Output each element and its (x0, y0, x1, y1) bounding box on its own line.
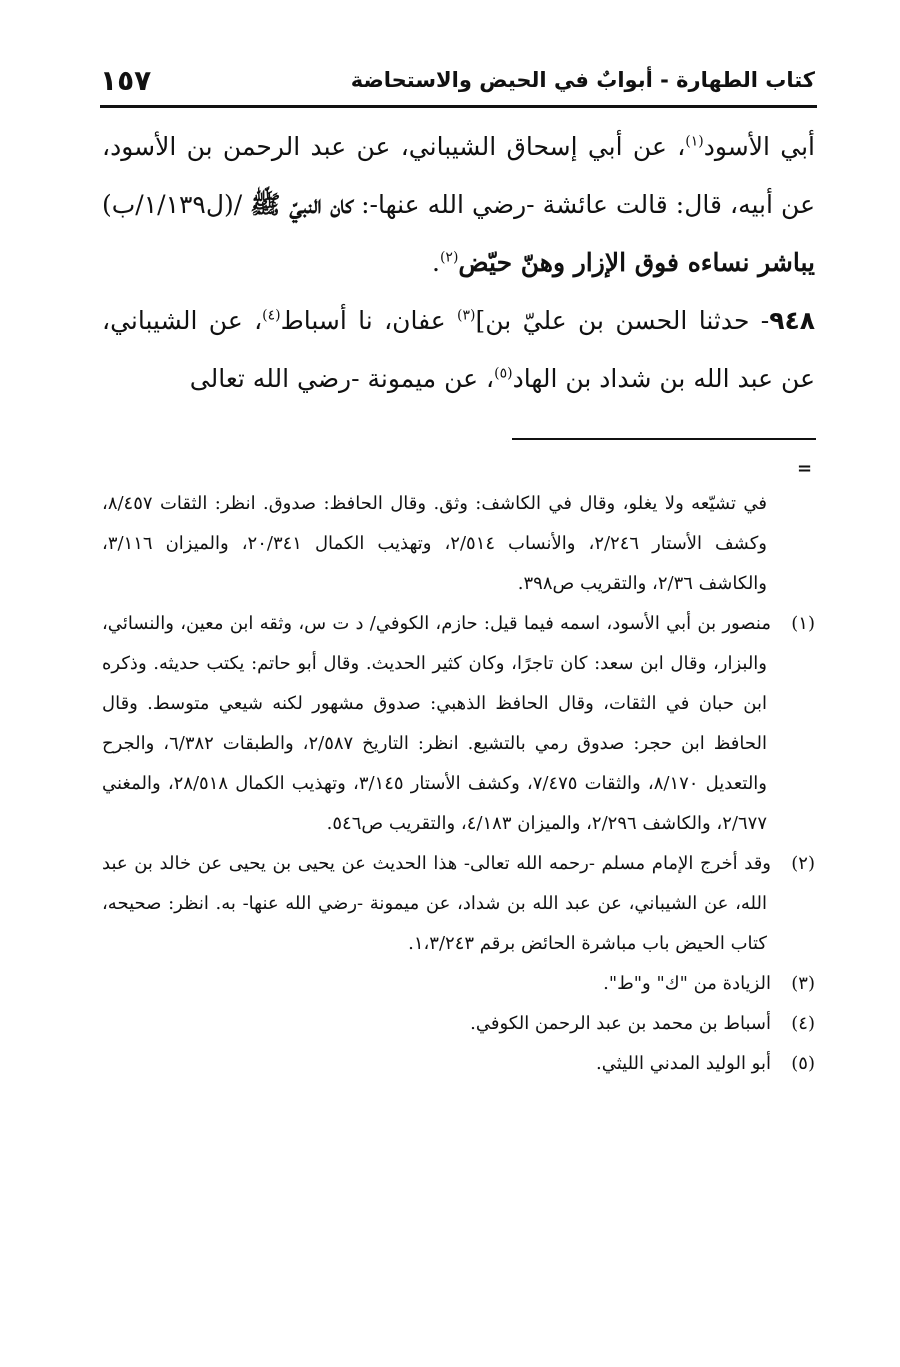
footnote-separator (512, 438, 816, 440)
header-rule (100, 105, 817, 108)
main-paragraph-1: أبي الأسود$^{(١)}$، عن أبي إسحاق الشيباني، عن عبد الرحمن بن الأسود، عن أبيه، قال: قالت عائشة -رضي الله عنها-: كان النبيّ ﷺ /(ل١/١٣٩/ب) يباشر نساءه فوق الإزار وهنّ حيّض$^{(٢)}$. (102, 132, 816, 277)
hadith-text: يباشر نساءه فوق الإزار وهنّ حيّض (458, 248, 815, 277)
hadith-number: ٩٤٨ (769, 306, 815, 335)
main-paragraph-2: ٩٤٨- حدثنا الحسن بن عليّ بن]$^{(٣)}$ عفان، نا أسباط$^{(٤)}$، عن الشيباني، عن عبد الله بن شداد بن الهاد$^{(٥)}$، عن ميمونة -رضي الله تعالى (102, 306, 815, 393)
manuscript-ref: /(ل١/١٣٩/ب) (102, 190, 251, 219)
footnote-1 (102, 604, 815, 844)
footnote-5 (102, 1044, 815, 1084)
footnote-ref: (٤) (262, 307, 281, 324)
running-header (100, 64, 815, 102)
running-title: كتاب الطهارة - أبوابٌ في الحيض والاستحاضة (350, 68, 815, 92)
hadith-text: كان النبيّ ﷺ (250, 190, 354, 219)
page-number: ١٥٧ (100, 64, 152, 97)
footnote-text: أبو الوليد المدني الليثي. (595, 1053, 771, 1074)
footnote-number: (٤) (791, 1013, 815, 1034)
footnote-number: (٥) (791, 1053, 815, 1074)
footnote-number: (٣) (791, 973, 815, 994)
footnote-ref: (٢) (439, 249, 459, 266)
footnote-text: أسباط بن محمد بن عبد الرحمن الكوفي. (470, 1013, 771, 1034)
continuation-mark: = (797, 458, 813, 479)
footnote-4 (102, 1004, 815, 1044)
footnote-continuation: في تشيّعه ولا يغلو، وقال في الكاشف: وثق. وقال الحافظ: صدوق. انظر: الثقات ٨/٤٥٧، وكشف الأستار ٢/٢٤٦، والأنساب ٢/٥١٤، وتهذيب الكمال ٢٠/٣٤١، والميزان ٣/١١٦، والكاشف ٢/٣٦، والتقريب ص٣٩٨. (102, 493, 767, 594)
footnote-text: منصور بن أبي الأسود، اسمه فيما قيل: حازم، الكوفي/ د ت س، وثقه ابن معين، والنسائي، والبزار، وقال ابن سعد: كان تاجرًا، وكان كثير الحديث. وقال أبو حاتم: يكتب حديثه. وذكره ابن حبان في الثقات، وقال الحافظ الذهبي: صدوق مشهور لكنه شيعي متوسط. وقال الحافظ ابن حجر: صدوق رمي بالتشيع. انظر: التاريخ ٢/٥٨٧، والطبقات ٦/٣٨٢، والجرح والتعديل ٨/١٧٠، والثقات ٧/٤٧٥، وكشف الأستار ٣/١٤٥، وتهذيب الكمال ٢٨/٥١٨، والمغني ٢/٦٧٧، والكاشف ٢/٢٩٦، والميزان ٤/١٨٣، والتقريب ص٥٤٦. (102, 613, 771, 834)
footnote-text: وقد أخرج الإمام مسلم -رحمه الله تعالى- هذا الحديث عن يحيى بن يحيى عن خالد بن عبد الله، عن الشيباني، عن عبد الله بن شداد، عن ميمونة -رضي الله عنها- به. انظر: صحيحه، كتاب الحيض باب مباشرة الحائض برقم ١،٣/٢٤٣. (102, 853, 771, 954)
main-text (102, 118, 815, 408)
footnote-number: (٢) (791, 853, 815, 874)
footnote-ref: (١) (685, 133, 704, 150)
footnote-number: (١) (791, 613, 815, 634)
footnote-2 (102, 844, 815, 964)
footnote-3 (102, 964, 815, 1004)
footnote-ref: (٥) (494, 365, 513, 382)
footnotes (102, 484, 815, 1084)
footnote-text: الزيادة من "ك" و"ط". (603, 973, 771, 994)
footnote-ref: (٣) (457, 307, 476, 324)
